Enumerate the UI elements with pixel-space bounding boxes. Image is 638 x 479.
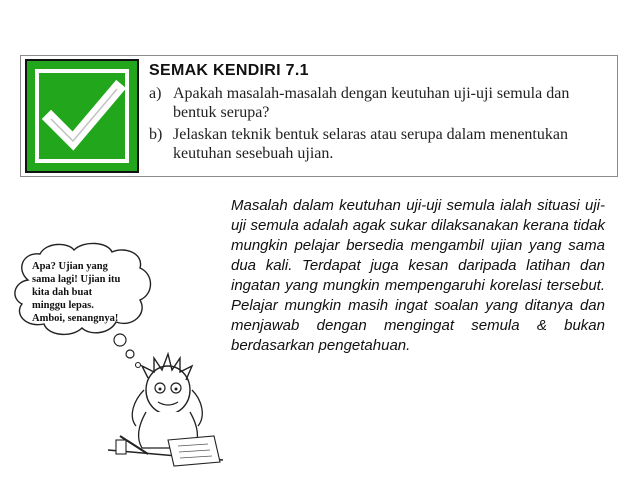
question-a (149, 84, 569, 122)
bubble-line: Amboi, senangnya! (32, 313, 119, 324)
question-a-line2: bentuk serupa? (173, 104, 270, 121)
question-a-label: a) (149, 85, 162, 102)
self-check-banner (20, 55, 618, 177)
question-b-line2: keutuhan sesebuah ujian. (173, 145, 334, 162)
bubble-line: minggu lepas. (32, 300, 94, 311)
checkmark-icon (27, 61, 137, 171)
check-box (25, 59, 139, 173)
answer-paragraph: Masalah dalam keutuhan uji-uji semula ialah situasi uji-uji semula adalah agak sukar dilaksanakan kerana tidak mungkin pelajar bersedia mengambil ujian yang sama dua kali. Terdapat juga kesan daripada latihan dan ingatan yang mungkin mempengaruhi korelasi tersebut. Pelajar mungkin masih ingat soalan yang ditanya dan menjawab dengan mengingat semula & bukan berdasarkan pengetahuan. (231, 197, 605, 354)
question-b-line1: Jelaskan teknik bentuk selaras atau serupa dalam menentukan (173, 126, 568, 143)
bubble-line: kita dah buat (32, 287, 93, 298)
question-b (149, 125, 568, 163)
self-check-title: SEMAK KENDIRI 7.1 (149, 62, 309, 79)
student-cartoon (8, 240, 223, 470)
speech-bubble-text (32, 260, 152, 325)
question-b-label: b) (149, 126, 163, 143)
bubble-line: sama lagi! Ujian itu (32, 274, 121, 285)
question-a-line1: Apakah masalah-masalah dengan keutuhan uji-uji semula dan (173, 85, 570, 102)
bubble-line: Apa? Ujian yang (32, 261, 108, 272)
